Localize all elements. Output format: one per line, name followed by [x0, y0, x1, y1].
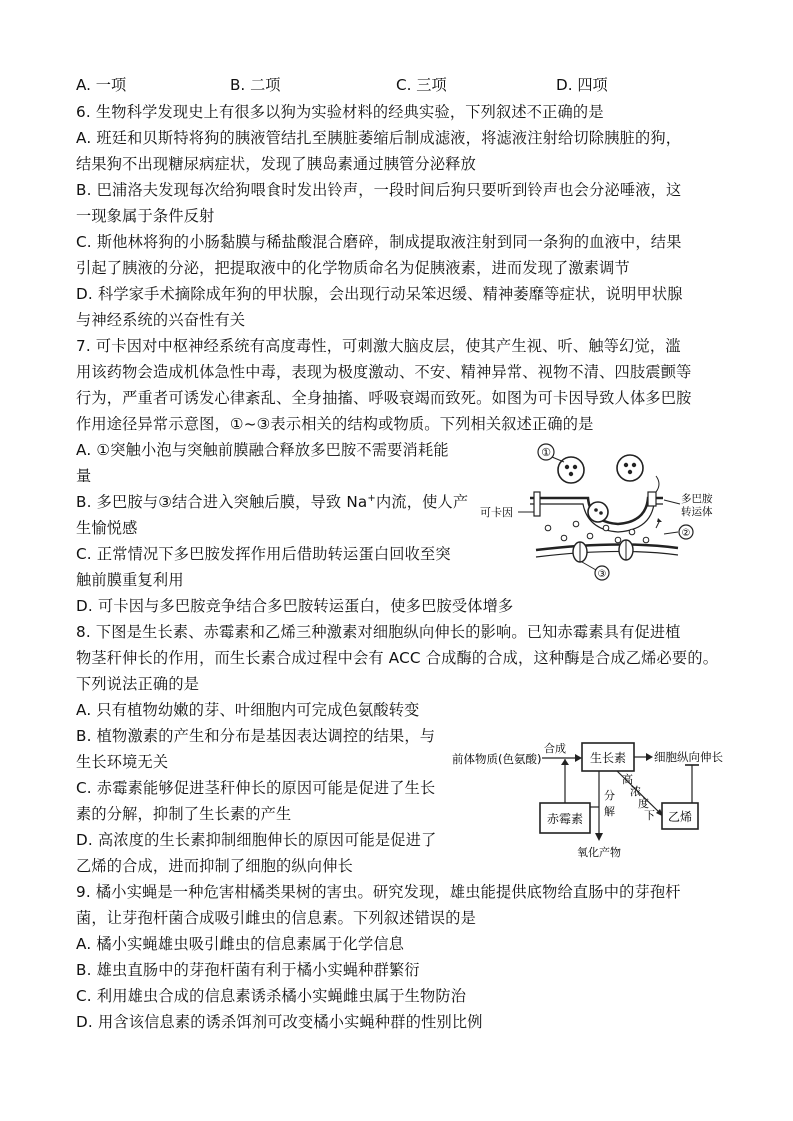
q5-option-c: C. 三项 [396, 76, 447, 94]
q9-stem-line1: 9. 橘小实蝇是一种危害柑橘类果树的害虫。研究发现，雄虫能提供底物给直肠中的芽孢杆 [76, 883, 681, 901]
q7-option-a-line1: A. ①突触小泡与突触前膜融合释放多巴胺不需要消耗能 [76, 441, 449, 459]
q7-option-b-sup: + [367, 492, 376, 504]
q8-stem-line3: 下列说法正确的是 [76, 675, 200, 693]
high-conc-4: 下 [644, 809, 655, 822]
hormone-diagram [452, 735, 728, 860]
gibberellin-label: 赤霉素 [546, 812, 584, 826]
q5-option-d: D. 四项 [556, 76, 608, 94]
q7-option-b-text-a: B. 多巴胺与③结合进入突触后膜，导致 Na [76, 493, 368, 511]
q6-option-d-line2: 与神经系统的兴奋性有关 [76, 311, 246, 329]
q8-option-a-line1: A. 只有植物幼嫩的芽、叶细胞内可完成色氨酸转变 [76, 701, 420, 719]
transporter-label-line1: 多巴胺 [681, 493, 713, 505]
q7-stem-line2: 用该药物会造成机体急性中毒，表现为极度激动、不安、精神异常、视物不清、四肢震颤等 [76, 363, 692, 381]
synth-label: 合成 [544, 742, 566, 755]
q6-option-b-line1: B. 巴浦洛夫发现每次给狗喂食时发出铃声，一段时间后狗只要听到铃声也会分泌唾液，这 [76, 181, 682, 199]
q9-option-a: A. 橘小实蝇雄虫吸引雌虫的信息素属于化学信息 [76, 935, 405, 953]
q6-option-d-line1: D. 科学家手术摘除成年狗的甲状腺，会出现行动呆笨迟缓、精神萎靡等症状，说明甲状腺 [76, 285, 683, 303]
high-conc-1: 高 [622, 773, 633, 786]
q8-option-c-line2: 素的分解，抑制了生长素的产生 [76, 805, 292, 823]
q6-option-a-line2: 结果狗不出现糖尿病症状，发现了胰岛素通过胰管分泌释放 [76, 155, 477, 173]
q7-option-a-line2: 量 [76, 467, 92, 485]
q8-option-b-line2: 生长环境无关 [76, 753, 169, 771]
decomp-label-1: 分 [604, 789, 615, 802]
q8-stem-line2: 物茎秆伸长的作用，而生长素合成过程中会有 ACC 合成酶的合成，这种酶是合成乙烯必要的。 [76, 649, 719, 667]
q8-stem-line1: 8. 下图是生长素、赤霉素和乙烯三种激素对细胞纵向伸长的影响。已知赤霉素具有促进植 [76, 623, 681, 641]
transporter-label-line2: 转运体 [681, 506, 713, 518]
q6-option-c-line1: C. 斯他林将狗的小肠黏膜与稀盐酸混合磨碎，制成提取液注射到同一条狗的血液中，结果 [76, 233, 682, 251]
elongation-label: 细胞纵向伸长 [654, 750, 723, 764]
q8-option-d-line2: 乙烯的合成，进而抑制了细胞的纵向伸长 [76, 857, 353, 875]
ethylene-label: 乙烯 [667, 810, 693, 824]
q9-stem-line2: 菌，让芽孢杆菌合成吸引雌虫的信息素。下列叙述错误的是 [76, 909, 477, 927]
q8-option-d-line1: D. 高浓度的生长素抑制细胞伸长的原因可能是促进了 [76, 831, 437, 849]
q6-stem: 6. 生物科学发现史上有很多以狗为实验材料的经典实验，下列叙述不正确的是 [76, 103, 604, 121]
q7-option-b-line2: 生愉悦感 [76, 519, 138, 537]
q7-option-d-line1: D. 可卡因与多巴胺竞争结合多巴胺转运蛋白，使多巴胺受体增多 [76, 597, 514, 615]
oxidized-label: 氧化产物 [577, 846, 621, 859]
q7-option-c-line1: C. 正常情况下多巴胺发挥作用后借助转运蛋白回收至突 [76, 545, 451, 563]
high-conc-2: 浓 [630, 785, 641, 798]
q7-stem-line3: 行为，严重者可诱发心律紊乱、全身抽搐、呼吸衰竭而致死。如图为可卡因导致人体多巴胺 [76, 389, 692, 407]
q9-option-d: D. 用含该信息素的诱杀饵剂可改变橘小实蝇种群的性别比例 [76, 1013, 483, 1031]
q7-option-b-line1 [76, 489, 468, 515]
q7-option-b-text-b: 内流，使人产 [376, 493, 469, 511]
q8-option-c-line1: C. 赤霉素能够促进茎秆伸长的原因可能是促进了生长 [76, 779, 436, 797]
q6-option-c-line2: 引起了胰液的分泌，把提取液中的化学物质命名为促胰液素，进而发现了激素调节 [76, 259, 630, 277]
precursor-label: 前体物质(色氨酸) [452, 752, 542, 766]
q7-stem-line1: 7. 可卡因对中枢神经系统有高度毒性，可刺激大脑皮层，使其产生视、听、触等幻觉，滥 [76, 337, 681, 355]
q6-option-a-line1: A. 班廷和贝斯特将狗的胰液管结扎至胰脏萎缩后制成滤液，将滤液注射给切除胰脏的狗， [76, 129, 682, 147]
synapse-diagram [478, 440, 726, 585]
q5-option-b: B. 二项 [230, 76, 281, 94]
label-3: ③ [597, 569, 607, 580]
q7-stem-line4: 作用途径异常示意图，①~③表示相关的结构或物质。下列相关叙述正确的是 [76, 415, 594, 433]
cocaine-label: 可卡因 [480, 506, 513, 519]
high-conc-3: 度 [638, 797, 649, 810]
auxin-label: 生长素 [589, 751, 627, 765]
decomp-label-2: 解 [604, 805, 615, 818]
q8-option-b-line1: B. 植物激素的产生和分布是基因表达调控的结果，与 [76, 727, 436, 745]
q6-option-b-line2: 一现象属于条件反射 [76, 207, 215, 225]
label-2: ② [681, 528, 691, 539]
q9-option-c: C. 利用雄虫合成的信息素诱杀橘小实蝇雌虫属于生物防治 [76, 987, 467, 1005]
q5-option-a: A. 一项 [76, 76, 127, 94]
label-1: ① [541, 446, 551, 459]
q9-option-b: B. 雄虫直肠中的芽孢杆菌有利于橘小实蝇种群繁衍 [76, 961, 420, 979]
q7-option-c-line2: 触前膜重复利用 [76, 571, 184, 589]
